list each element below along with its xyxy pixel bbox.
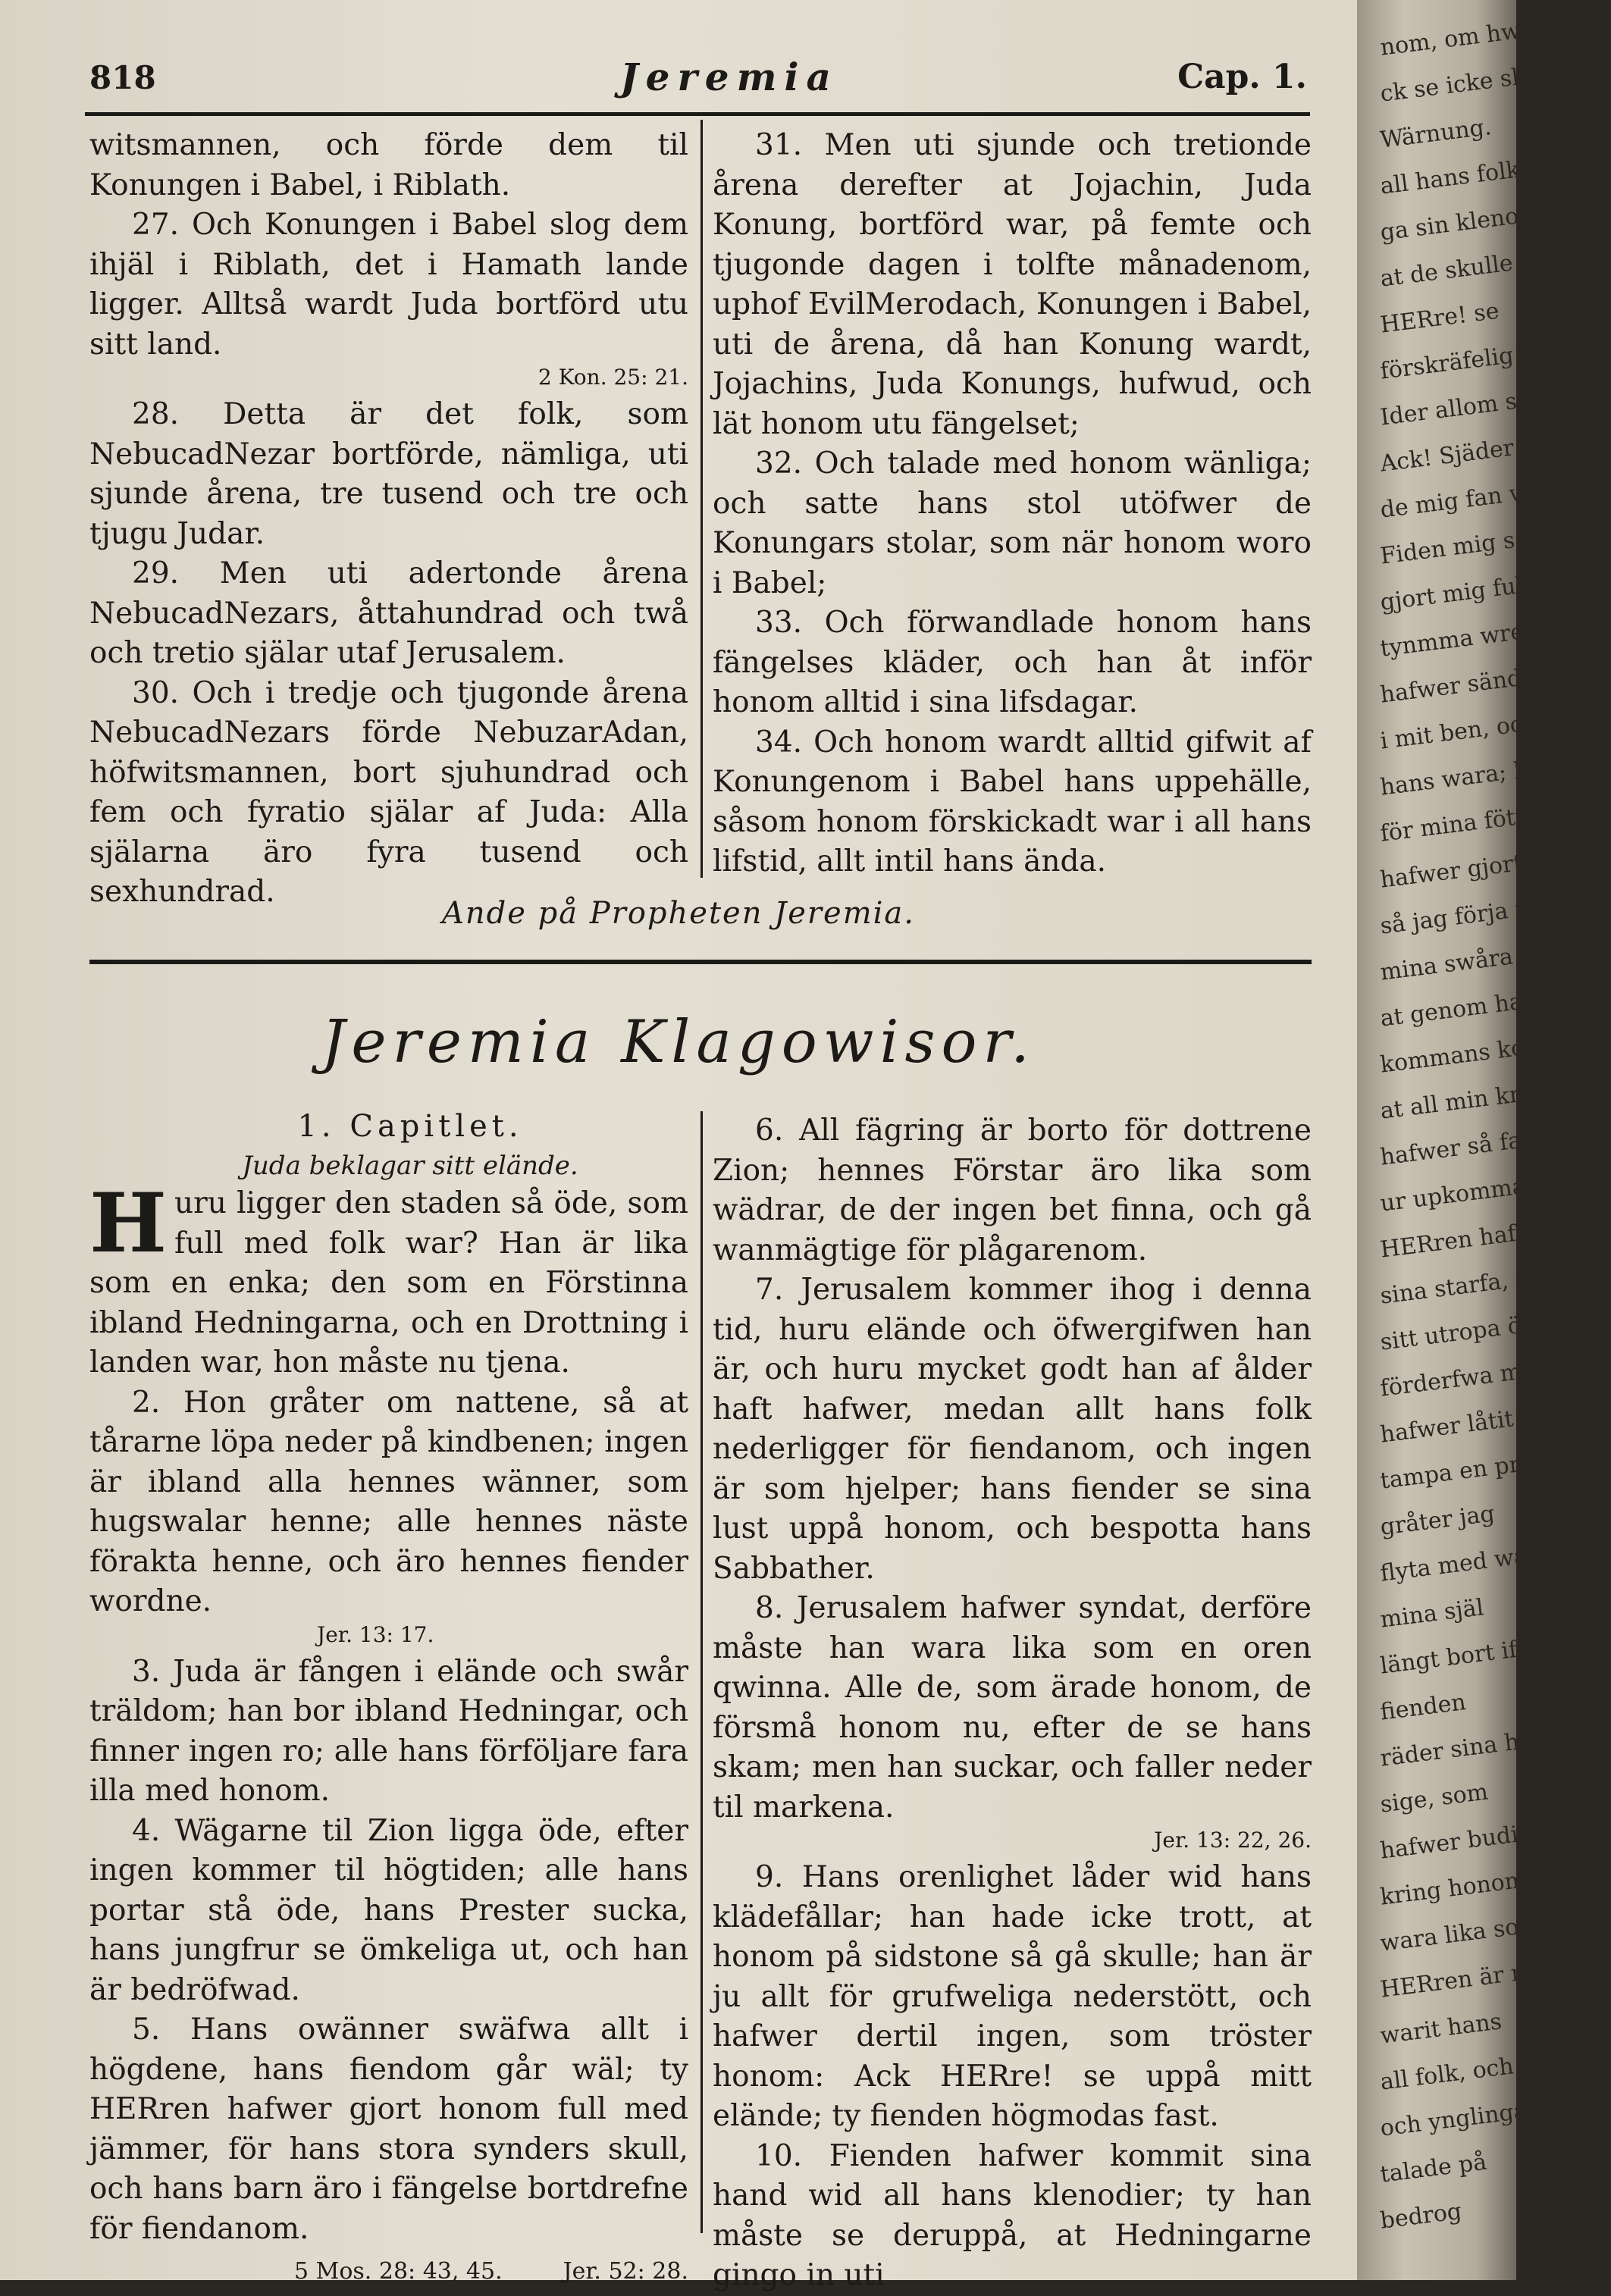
facing-page-text: ck se icke skulle <box>1378 58 1570 108</box>
facing-page-text: at genom hans <box>1378 985 1551 1032</box>
cross-reference: Jer. 13: 22, 26. <box>1154 1828 1312 1853</box>
verse-28: 28. Detta är det folk, som NebucadNezar bortförde, nämliga, uti sjunde årena, tre tusend och tre och tjugu Judar. <box>89 397 688 551</box>
top-right-column <box>713 126 1312 882</box>
verse-4: 4. Wägarne til Zion ligga öde, efter ingen kommer til högtiden; alle hans portar stå öde, hans Prester sucka, hans jungfrur se ömkeliga ut, och han är bedröfwad. <box>89 1813 688 2007</box>
chapter-summary: Juda beklagar sitt elände. <box>242 1151 578 1181</box>
bottom-column-divider <box>701 1111 703 2233</box>
verse-27: 27. Och Konungen i Babel slog dem ihjäl i Riblath, det i Hamath lande ligger. Alltså wardt Juda bortförd utu sitt land. <box>89 208 688 362</box>
verse-33: 33. Och förwandlade honom hans fängelses kläder, och han åt inför honom alltid i sina lifsdagar. <box>713 606 1312 719</box>
facing-page-text: längt bort ifrå <box>1378 1633 1544 1680</box>
facing-page-text: gråter jag <box>1378 1500 1497 1541</box>
facing-page-text: förskräfelig jag n <box>1378 334 1579 385</box>
facing-page-text: för mina fötter, och <box>1378 794 1603 847</box>
facing-page-text: kommans kommit <box>1378 1027 1586 1079</box>
verse-34: 34. Och honom wardt alltid gifwit af Konungenom i Babel hans uppehälle, såsom honom förskickadt war i all hans lifstid, allt intil hans ända. <box>713 725 1312 879</box>
top-column-divider <box>701 120 703 878</box>
verse-8: 8. Jerusalem hafwer syndat, derföre måste han wara lika som en oren qwinna. Alle de, som ärade honom, de försmå honom nu, efter de se hans skam; men han suckar, och faller neder til markena. <box>713 1591 1312 1825</box>
top-left-column <box>89 126 688 913</box>
facing-page-text: tampa en pråg <box>1378 1447 1550 1495</box>
facing-page-text: bedrog <box>1378 2197 1463 2235</box>
book-end-note: Ande på Propheten Jeremia. <box>442 896 915 931</box>
facing-page-text: Wärnung. <box>1378 114 1493 154</box>
facing-page-text: HERren är rätt <box>1378 1955 1555 2003</box>
chapter-label: Cap. 1. <box>1177 58 1307 96</box>
verse-9: 9. Hans orenlighet låder wid hans klädefållar; han hade icke trott, at honom på sidstone så gå skulle; han är ju allt för grufweliga nederstött, och hafwer dertil ingen, som tröster honom: Ack HERre! se uppå mitt elände; ty fienden högmodas fast. <box>713 1860 1312 2133</box>
facing-page-text: hafwer sändt <box>1378 663 1532 709</box>
page-number: 818 <box>89 59 156 96</box>
facing-page-text: wara lika son <box>1378 1912 1535 1957</box>
facing-page-text: tynmma wredes da <box>1378 609 1600 662</box>
facing-page-edge <box>1357 0 1610 2280</box>
facing-page-text: Fiden mig så upfäte <box>1378 515 1610 570</box>
facing-page-text: sitt utropa öfwer <box>1378 1305 1575 1356</box>
facing-page-text: hans wara; han <box>1378 753 1558 801</box>
facing-page-text: de mig fan wara <box>1378 474 1569 524</box>
facing-page-text: hafwer gjort <box>1378 849 1525 894</box>
verse-6: 6. All fägring är borto för dottrene Zion; hennes Förstar äro lika som wädrar, de der ingen bet finna, och gå wanmägtige för plågarenom. <box>713 1114 1312 1267</box>
facing-page-text: at de skulle wede <box>1378 241 1582 293</box>
cross-reference: Jer. 52: 28. <box>563 2258 688 2285</box>
facing-page-text: warit hans <box>1378 2008 1503 2050</box>
facing-page-text: i mit ben, och <box>1378 709 1539 755</box>
verse-1 <box>89 1176 688 1383</box>
facing-page-text: ga sin klenodier <box>1378 197 1566 246</box>
facing-page-text: flyta med wa <box>1378 1543 1529 1587</box>
facing-page-text: Ider allom säger j <box>1378 380 1585 431</box>
facing-page-text: HERre! se <box>1378 297 1501 339</box>
drop-cap: H <box>89 1176 168 1271</box>
chapter-title: 1. Capitlet. <box>297 1109 523 1144</box>
facing-page-text: sige, som <box>1378 1778 1490 1818</box>
facing-page-text: Ack! Sjäder <box>1378 434 1515 478</box>
facing-page-text: nom, om hwil <box>1378 15 1537 61</box>
facing-page-text: fienden <box>1378 1689 1468 1726</box>
facing-page-text: at all min kraft <box>1378 1077 1553 1125</box>
verse-10: 10. Fienden hafwer kommit sina hand wid all hans klenodier; ty han måste se deruppå, at Hedningarne gingo in uti <box>713 2138 1312 2292</box>
facing-page-text: ur upkomma kan. <box>1378 1166 1584 1217</box>
facing-page-text: så jag förja måste <box>1378 888 1586 940</box>
bottom-right-column <box>713 1111 1312 2296</box>
facing-page-text: all hans folk suc <box>1378 150 1568 200</box>
footnote-references <box>89 2252 688 2292</box>
facing-page-text: gjort mig full m <box>1378 568 1561 616</box>
facing-page-text: hafwer budit a <box>1378 1817 1550 1865</box>
facing-page-text: kring honom, at Jer <box>1378 1856 1605 1911</box>
section-rule <box>89 960 1312 964</box>
book-title: Jeremia Klagowisor. <box>321 1008 1036 1076</box>
verse-7: 7. Jerusalem kommer ihog i denna tid, huru elände och öfwergifwen han är, och huru mycket godt han af ålder haft hafwer, medan allt hans folk nederligger för fiendanom, och ingen är som hjelper; hans fiender se sina lust uppå honom, och bespotta hans Sabbather. <box>713 1273 1312 1586</box>
cross-reference: 2 Kon. 25: 21. <box>538 365 688 390</box>
verse-3: 3. Juda är fången i elände och swår träldom; han bor ibland Hedningar, och finner ingen ro; alle hans förföljare fara illa med honom. <box>89 1654 688 1808</box>
verse-26-continued: witsmannen, och förde dem til Konungen i Babel, i Riblath. <box>89 128 688 202</box>
cross-reference: Jer. 13: 17. <box>317 1621 434 1647</box>
verse-2: 2. Hon gråter om nattene, så at tårarne löpa neder på kindbenen; ingen är ibland alla hennes wänner, som hugswalar henne; alle hennes näste förakta henne, och äro hennes fiender wordne. <box>89 1385 688 1618</box>
bottom-left-column <box>89 1105 688 2292</box>
facing-page-text: mina swåra synd <box>1378 935 1575 986</box>
facing-page-text: all folk, och se <box>1378 2049 1547 2096</box>
facing-page-text: och ynglingar <box>1378 2096 1540 2142</box>
cross-reference: 5 Mos. 28: 43, 45. <box>294 2258 503 2285</box>
verse-1-text: uru ligger den staden så öde, som full med folk war? Han är lika som en enka; den som en Förstinna ibland Hedningarna, och en Drottning i landen war, hon måste nu tjena. <box>89 1186 688 1380</box>
verse-32: 32. Och talade med honom wänliga; och satte hans stol utöfwer de Konungars stolar, som när honom woro i Babel; <box>713 446 1312 600</box>
verse-31: 31. Men uti sjunde och tretionde årena derefter at Jojachin, Juda Konung, bortförd war, på femte och tjugonde dagen i tolfte månadenom, uphof EvilMerodach, Konungen i Babel, uti de årena, då han Konung wardt, Jojachins, Juda Konungs, hufwud, och lät honom utu fängelset; <box>713 128 1312 441</box>
facing-page-text: hafwer så farit m <box>1378 1120 1579 1171</box>
facing-page-text: talade på <box>1378 2148 1488 2188</box>
running-header <box>89 55 1307 103</box>
facing-page-text: sina starfa, som jag <box>1378 1255 1606 1310</box>
verse-29: 29. Men uti adertonde årena NebucadNezars, åttahundrad och twå och tretio själar utaf Jerusalem. <box>89 556 688 670</box>
verse-30: 30. Och i tredje och tjugonde årena NebucadNezars förde NebuzarAdan, höfwitsmannen, bort sjuhundrad och fem och fyratio själar af Juda: Alla själarna äro fyra tusend och sexhundrad. <box>89 675 688 909</box>
facing-page-text: förderfwa mina <box>1378 1354 1559 1402</box>
verse-5: 5. Hans owänner swäfwa allt i högdene, hans fiendom går wäl; ty HERren hafwer gjort honom full med jämmer, för hans stora synders skull, och hans barn äro i fängelse bortdrefne för fiendanom. <box>89 2013 688 2246</box>
facing-page-text: HERren hafwer <box>1378 1214 1561 1264</box>
facing-page-text: hafwer låtit jung <box>1378 1399 1573 1449</box>
facing-page-text: mina själ <box>1378 1594 1485 1634</box>
header-rule <box>85 112 1310 116</box>
facing-page-text: räder sina hän <box>1378 1724 1549 1772</box>
running-title: Jeremia <box>620 55 838 99</box>
